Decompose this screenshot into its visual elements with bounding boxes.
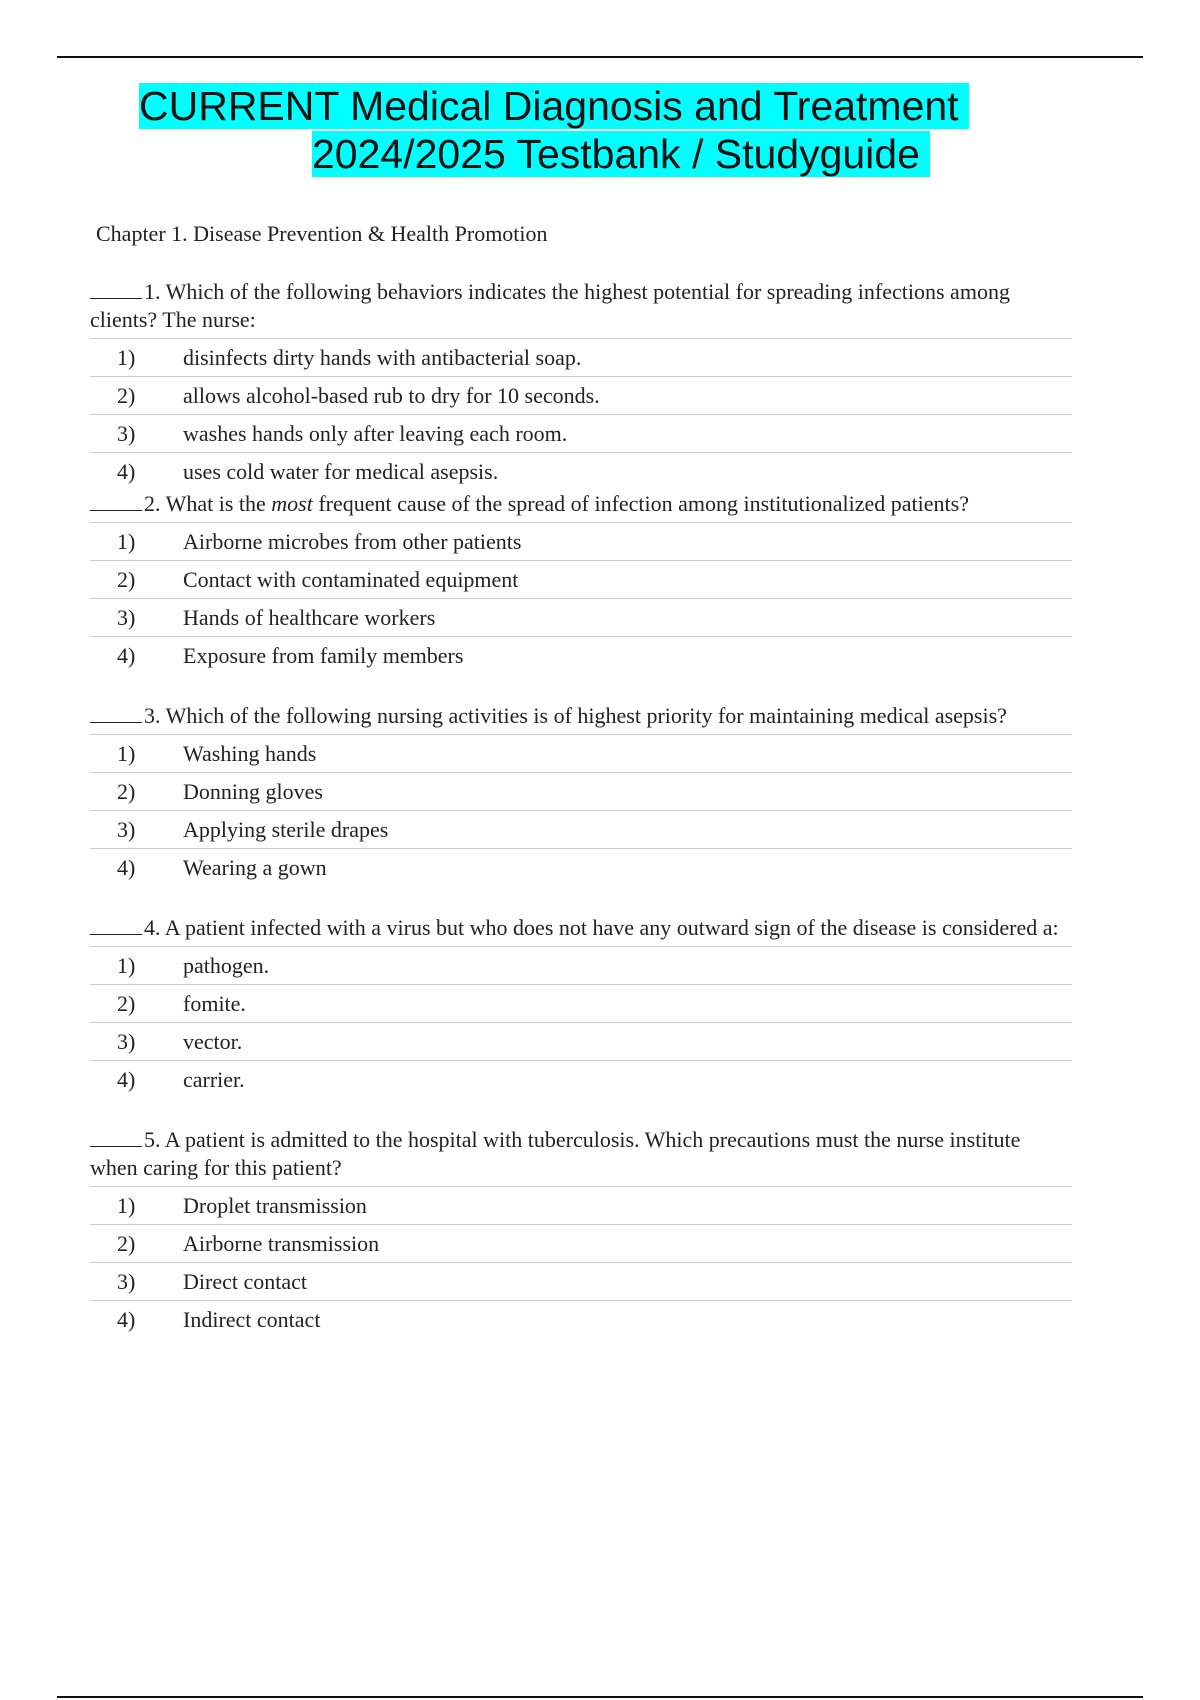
- option-row[interactable]: 1) Airborne microbes from other patients: [90, 523, 1072, 561]
- option-row[interactable]: 2) allows alcohol-based rub to dry for 10 seconds.: [90, 377, 1072, 415]
- answer-blank[interactable]: [90, 916, 142, 935]
- question-2: [90, 490, 1070, 674]
- option-row[interactable]: 3) vector.: [90, 1023, 1072, 1061]
- question-1: [90, 278, 1070, 490]
- chapter-heading: Chapter 1. Disease Prevention & Health Promotion: [96, 221, 548, 246]
- option-row[interactable]: 4) Indirect contact: [117, 1306, 321, 1332]
- options-list: [90, 946, 1072, 1098]
- option-row[interactable]: 1) pathogen.: [90, 947, 1072, 985]
- question-4: [90, 914, 1070, 1098]
- options-list: [90, 1186, 1072, 1338]
- answer-blank[interactable]: [90, 704, 142, 723]
- option-row[interactable]: 3) Hands of healthcare workers: [90, 599, 1072, 637]
- answer-blank[interactable]: [90, 492, 142, 511]
- answer-blank[interactable]: [90, 280, 142, 299]
- option-row[interactable]: 4) Wearing a gown: [117, 854, 327, 880]
- bottom-rule: [57, 1696, 1143, 1698]
- options-list: [90, 734, 1072, 886]
- option-row[interactable]: 1) disinfects dirty hands with antibacterial soap.: [90, 339, 1072, 377]
- option-row[interactable]: 1) Droplet transmission: [90, 1187, 1072, 1225]
- question-stem: 4. A patient infected with a virus but who does not have any outward sign of the disease is considered a:: [90, 914, 1070, 942]
- question-5: [90, 1126, 1070, 1338]
- question-3: [90, 702, 1070, 886]
- question-stem: 3. Which of the following nursing activities is of highest priority for maintaining medical asepsis?: [90, 702, 1070, 730]
- option-row[interactable]: 4) Exposure from family members: [117, 642, 464, 668]
- option-row[interactable]: 3) washes hands only after leaving each room.: [90, 415, 1072, 453]
- options-list: [90, 522, 1072, 674]
- title-line-2: 2024/2025 Testbank / Studyguide: [312, 130, 930, 178]
- answer-blank[interactable]: [90, 1128, 142, 1147]
- option-row[interactable]: 4) carrier.: [117, 1066, 245, 1092]
- question-stem: 2. What is the most frequent cause of the spread of infection among institutionalized patients?: [90, 490, 1070, 518]
- option-row[interactable]: 2) Donning gloves: [90, 773, 1072, 811]
- option-row[interactable]: 2) Contact with contaminated equipment: [90, 561, 1072, 599]
- option-row[interactable]: 4) uses cold water for medical asepsis.: [117, 458, 499, 484]
- options-list: [90, 338, 1072, 490]
- option-row[interactable]: 3) Direct contact: [90, 1263, 1072, 1301]
- option-row[interactable]: 2) Airborne transmission: [90, 1225, 1072, 1263]
- top-rule: [57, 56, 1143, 58]
- question-stem: 1. Which of the following behaviors indicates the highest potential for spreading infections among clients? The nurse:: [90, 279, 1010, 332]
- question-stem: 5. A patient is admitted to the hospital with tuberculosis. Which precautions must the nurse institute when caring for this patient?: [90, 1127, 1021, 1180]
- option-row[interactable]: 2) fomite.: [90, 985, 1072, 1023]
- option-row[interactable]: 1) Washing hands: [90, 735, 1072, 773]
- option-row[interactable]: 3) Applying sterile drapes: [90, 811, 1072, 849]
- title-line-1: CURRENT Medical Diagnosis and Treatment: [139, 82, 969, 130]
